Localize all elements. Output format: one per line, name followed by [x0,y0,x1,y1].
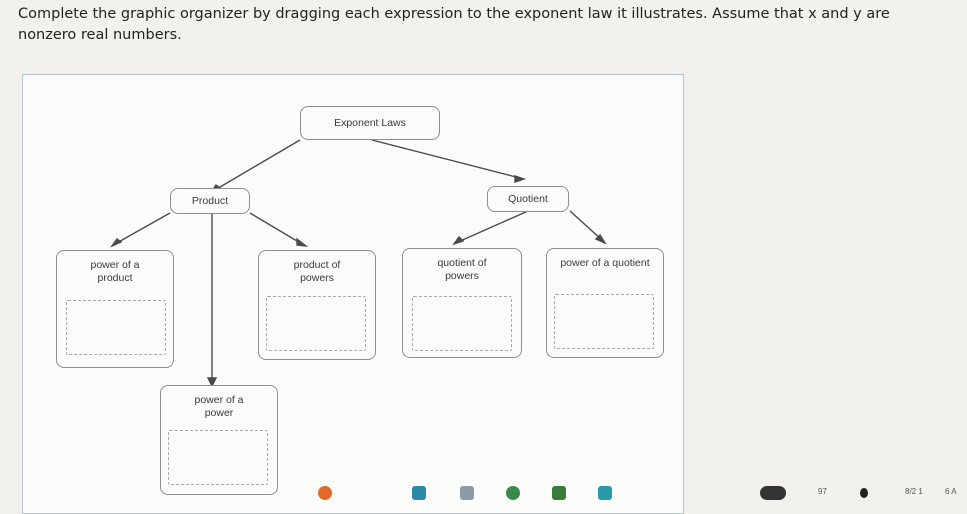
exponent-laws-node [300,106,440,140]
chrome-icon[interactable] [506,486,520,500]
power-of-product-label: power of a product [90,259,140,284]
store-icon[interactable] [552,486,566,500]
tray-status-a: 97 [818,487,827,496]
quotient-of-powers-label: quotient of powers [437,257,487,282]
tray-date: 8/2 1 [905,487,923,496]
product-of-powers-label: product of powers [293,259,341,284]
power-of-quotient-drop-zone[interactable] [554,294,654,349]
power-of-quotient-label: power of a quotient [560,257,650,269]
quotient-node [487,186,569,212]
app-icon[interactable] [412,486,426,500]
power-of-product-drop-zone[interactable] [66,300,166,355]
power-of-power-drop-zone[interactable] [168,430,268,485]
instructions-text: Complete the graphic organizer by dragging each expression to the exponent law it illustrates. Assume that x and y are nonzero real numbers. [18,6,890,43]
quotient-label: Quotient [508,192,548,205]
exponent-laws-label: Exponent Laws [334,116,406,129]
product-of-powers-drop-zone[interactable] [266,296,366,351]
product-label: Product [191,194,229,207]
account-icon[interactable] [760,486,786,500]
wifi-icon[interactable] [860,488,868,498]
files-icon[interactable] [598,486,612,500]
power-of-power-label: power of a power [194,394,244,419]
browser-icon[interactable] [318,486,332,500]
product-node [170,188,250,214]
media-icon[interactable] [460,486,474,500]
tray-time: 6 A [945,487,957,496]
quotient-of-powers-drop-zone[interactable] [412,296,512,351]
